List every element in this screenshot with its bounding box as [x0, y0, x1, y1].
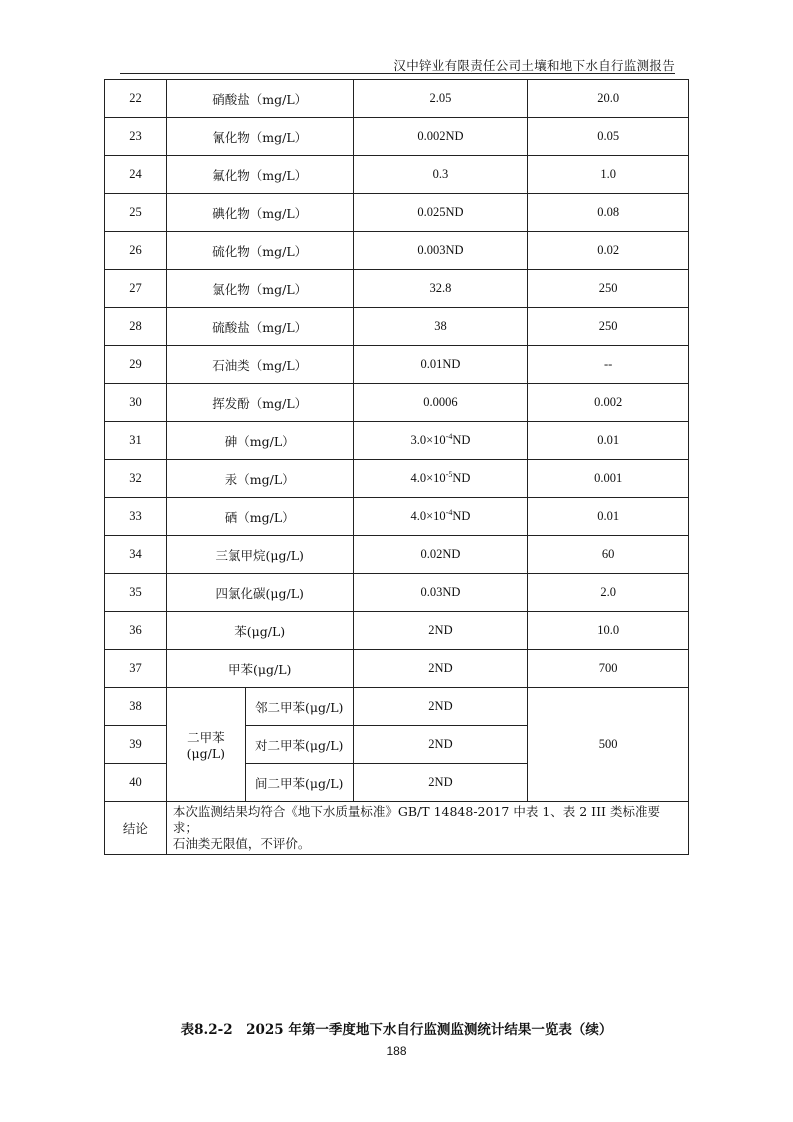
- item-name: 硫化物（mg/L）: [166, 232, 353, 270]
- standard-value: 60: [528, 536, 689, 574]
- result-value: 2.05: [353, 80, 528, 118]
- result-value: 2ND: [353, 650, 528, 688]
- standard-value: 250: [528, 308, 689, 346]
- standard-value: 0.08: [528, 194, 689, 232]
- table-row: [105, 536, 689, 574]
- row-number: 34: [105, 536, 167, 574]
- result-value: 2ND: [353, 764, 528, 802]
- result-value: 0.003ND: [353, 232, 528, 270]
- item-name: 苯(μg/L): [166, 612, 353, 650]
- standard-value: 0.01: [528, 422, 689, 460]
- table-row: [105, 232, 689, 270]
- result-value: 0.02ND: [353, 536, 528, 574]
- item-name: 四氯化碳(μg/L): [166, 574, 353, 612]
- table-row: [105, 498, 689, 536]
- conclusion-line-1: 本次监测结果均符合《地下水质量标准》GB/T 14848-2017 中表 1、表 2 III 类标准要求；: [172, 804, 660, 835]
- result-value: 0.0006: [353, 384, 528, 422]
- conclusion-label: 结论: [105, 802, 167, 855]
- table-row: [105, 308, 689, 346]
- item-name: 甲苯(μg/L): [166, 650, 353, 688]
- result-value: 0.3: [353, 156, 528, 194]
- row-number: 30: [105, 384, 167, 422]
- page-number: 188: [386, 1044, 407, 1058]
- row-number: 25: [105, 194, 167, 232]
- row-number: 28: [105, 308, 167, 346]
- table-row: [105, 650, 689, 688]
- table-row: [105, 270, 689, 308]
- row-number: 40: [105, 764, 167, 802]
- item-name: 石油类（mg/L）: [166, 346, 353, 384]
- row-number: 29: [105, 346, 167, 384]
- table-caption: 表8.2-2 2025 年第一季度地下水自行监测监测统计结果一览表（续）: [180, 1022, 613, 1038]
- item-name: 硫酸盐（mg/L）: [166, 308, 353, 346]
- result-value: 38: [353, 308, 528, 346]
- table-row: [105, 612, 689, 650]
- result-value: 2ND: [353, 688, 528, 726]
- table-row: [105, 194, 689, 232]
- item-name: 挥发酚（mg/L）: [166, 384, 353, 422]
- conclusion-row: [105, 802, 689, 855]
- item-name: 砷（mg/L）: [166, 422, 353, 460]
- standard-value: 700: [528, 650, 689, 688]
- item-name: 氟化物（mg/L）: [166, 156, 353, 194]
- row-number: 24: [105, 156, 167, 194]
- row-number: 23: [105, 118, 167, 156]
- item-name: 三氯甲烷(μg/L): [166, 536, 353, 574]
- item-name: 硝酸盐（mg/L）: [166, 80, 353, 118]
- row-number: 27: [105, 270, 167, 308]
- item-name: 对二甲苯(μg/L): [245, 726, 353, 764]
- item-name: 汞（mg/L）: [166, 460, 353, 498]
- standard-value: 500: [528, 688, 689, 802]
- xylene-group-label: 二甲苯 (μg/L): [166, 688, 245, 802]
- result-value: $4.0\times 10^{-5}ND$: [353, 460, 528, 498]
- row-number: 26: [105, 232, 167, 270]
- result-value: $4.0\times 10^{-4}ND$: [353, 498, 528, 536]
- row-number: 38: [105, 688, 167, 726]
- row-number: 22: [105, 80, 167, 118]
- row-number: 33: [105, 498, 167, 536]
- result-value: 0.025ND: [353, 194, 528, 232]
- standard-value: 1.0: [528, 156, 689, 194]
- standard-value: 0.02: [528, 232, 689, 270]
- standard-value: 0.001: [528, 460, 689, 498]
- table-row: [105, 118, 689, 156]
- item-name: 间二甲苯(μg/L): [245, 764, 353, 802]
- table-row: [105, 688, 689, 726]
- result-value: $3.0\times 10^{-4}ND$: [353, 422, 528, 460]
- table-row: [105, 346, 689, 384]
- header-divider: [120, 73, 675, 74]
- result-value: 32.8: [353, 270, 528, 308]
- table-row: [105, 80, 689, 118]
- result-value: 2ND: [353, 726, 528, 764]
- item-name: 碘化物（mg/L）: [166, 194, 353, 232]
- item-name: 硒（mg/L）: [166, 498, 353, 536]
- standard-value: 10.0: [528, 612, 689, 650]
- item-name: 氰化物（mg/L）: [166, 118, 353, 156]
- result-value: 0.002ND: [353, 118, 528, 156]
- table-row: [105, 574, 689, 612]
- conclusion-text: [166, 802, 688, 855]
- item-name: 氯化物（mg/L）: [166, 270, 353, 308]
- standard-value: 20.0: [528, 80, 689, 118]
- result-value: 0.01ND: [353, 346, 528, 384]
- result-value: 0.03ND: [353, 574, 528, 612]
- table-row: [105, 384, 689, 422]
- row-number: 39: [105, 726, 167, 764]
- report-header-title: 汉中锌业有限责任公司土壤和地下水自行监测报告: [393, 58, 675, 73]
- item-name: 邻二甲苯(μg/L): [245, 688, 353, 726]
- table-row: [105, 422, 689, 460]
- table-row: [105, 460, 689, 498]
- standard-value: 0.05: [528, 118, 689, 156]
- monitoring-results-table: [104, 79, 689, 855]
- standard-value: 250: [528, 270, 689, 308]
- standard-value: 0.002: [528, 384, 689, 422]
- row-number: 37: [105, 650, 167, 688]
- standard-value: --: [528, 346, 689, 384]
- result-value: 2ND: [353, 612, 528, 650]
- table-row: [105, 156, 689, 194]
- row-number: 35: [105, 574, 167, 612]
- row-number: 32: [105, 460, 167, 498]
- conclusion-line-2: 石油类无限值，不评价。: [172, 836, 311, 851]
- row-number: 36: [105, 612, 167, 650]
- row-number: 31: [105, 422, 167, 460]
- standard-value: 2.0: [528, 574, 689, 612]
- standard-value: 0.01: [528, 498, 689, 536]
